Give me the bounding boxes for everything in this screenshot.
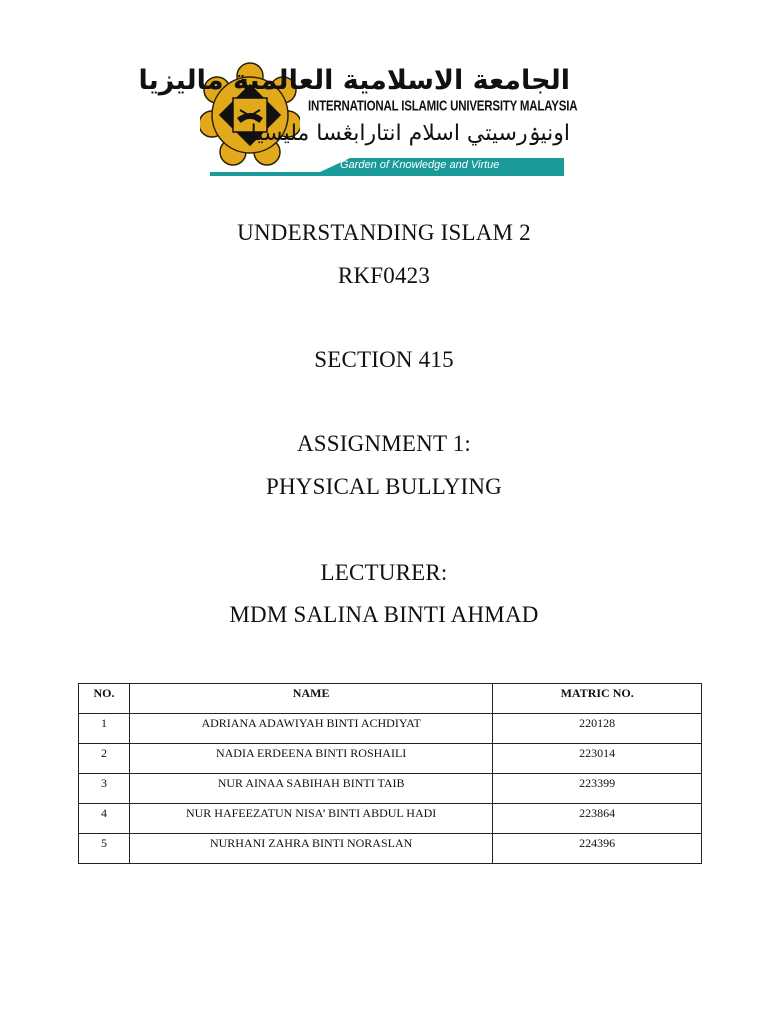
course-code: RKF0423 xyxy=(337,263,431,288)
course-title: UNDERSTANDING ISLAM 2 xyxy=(237,220,531,245)
row-matric: 223864 xyxy=(493,804,702,834)
student-table xyxy=(78,683,702,864)
section-number: SECTION 415 xyxy=(314,347,454,372)
jawi-university-name: اونيۏرسيتي اسلام انتارابڠسا مليسيا xyxy=(250,121,570,146)
table-header-row xyxy=(79,684,702,714)
table-row xyxy=(79,714,702,744)
row-no: 4 xyxy=(79,804,130,834)
row-matric: 223399 xyxy=(493,774,702,804)
row-name: ADRIANA ADAWIYAH BINTI ACHDIYAT xyxy=(129,714,492,744)
row-matric: 224396 xyxy=(493,834,702,864)
assignment-title: PHYSICAL BULLYING xyxy=(266,474,502,499)
row-name: NURHANI ZAHRA BINTI NORASLAN xyxy=(129,834,492,864)
row-no: 5 xyxy=(79,834,130,864)
table-row xyxy=(79,774,702,804)
header-no: NO. xyxy=(79,684,130,714)
lecturer-name: MDM SALINA BINTI AHMAD xyxy=(229,602,539,627)
header-name: NAME xyxy=(129,684,492,714)
table-row xyxy=(79,804,702,834)
table-row xyxy=(79,744,702,774)
english-university-name: INTERNATIONAL ISLAMIC UNIVERSITY MALAYSIA xyxy=(308,99,578,114)
university-tagline: Garden of Knowledge and Virtue xyxy=(340,159,500,171)
row-name: NUR AINAA SABIHAH BINTI TAIB xyxy=(129,774,492,804)
row-name: NADIA ERDEENA BINTI ROSHAILI xyxy=(129,744,492,774)
row-matric: 223014 xyxy=(493,744,702,774)
assignment-label: ASSIGNMENT 1: xyxy=(296,431,472,456)
row-no: 2 xyxy=(79,744,130,774)
header-matric: MATRIC NO. xyxy=(493,684,702,714)
arabic-university-name: الجامعة الاسلامية العالمية ماليزيا xyxy=(138,65,570,96)
row-no: 1 xyxy=(79,714,130,744)
row-name: NUR HAFEEZATUN NISA’ BINTI ABDUL HADI xyxy=(129,804,492,834)
row-no: 3 xyxy=(79,774,130,804)
university-logo xyxy=(138,62,578,180)
lecturer-label: LECTURER: xyxy=(320,560,448,585)
table-row xyxy=(79,834,702,864)
row-matric: 220128 xyxy=(493,714,702,744)
